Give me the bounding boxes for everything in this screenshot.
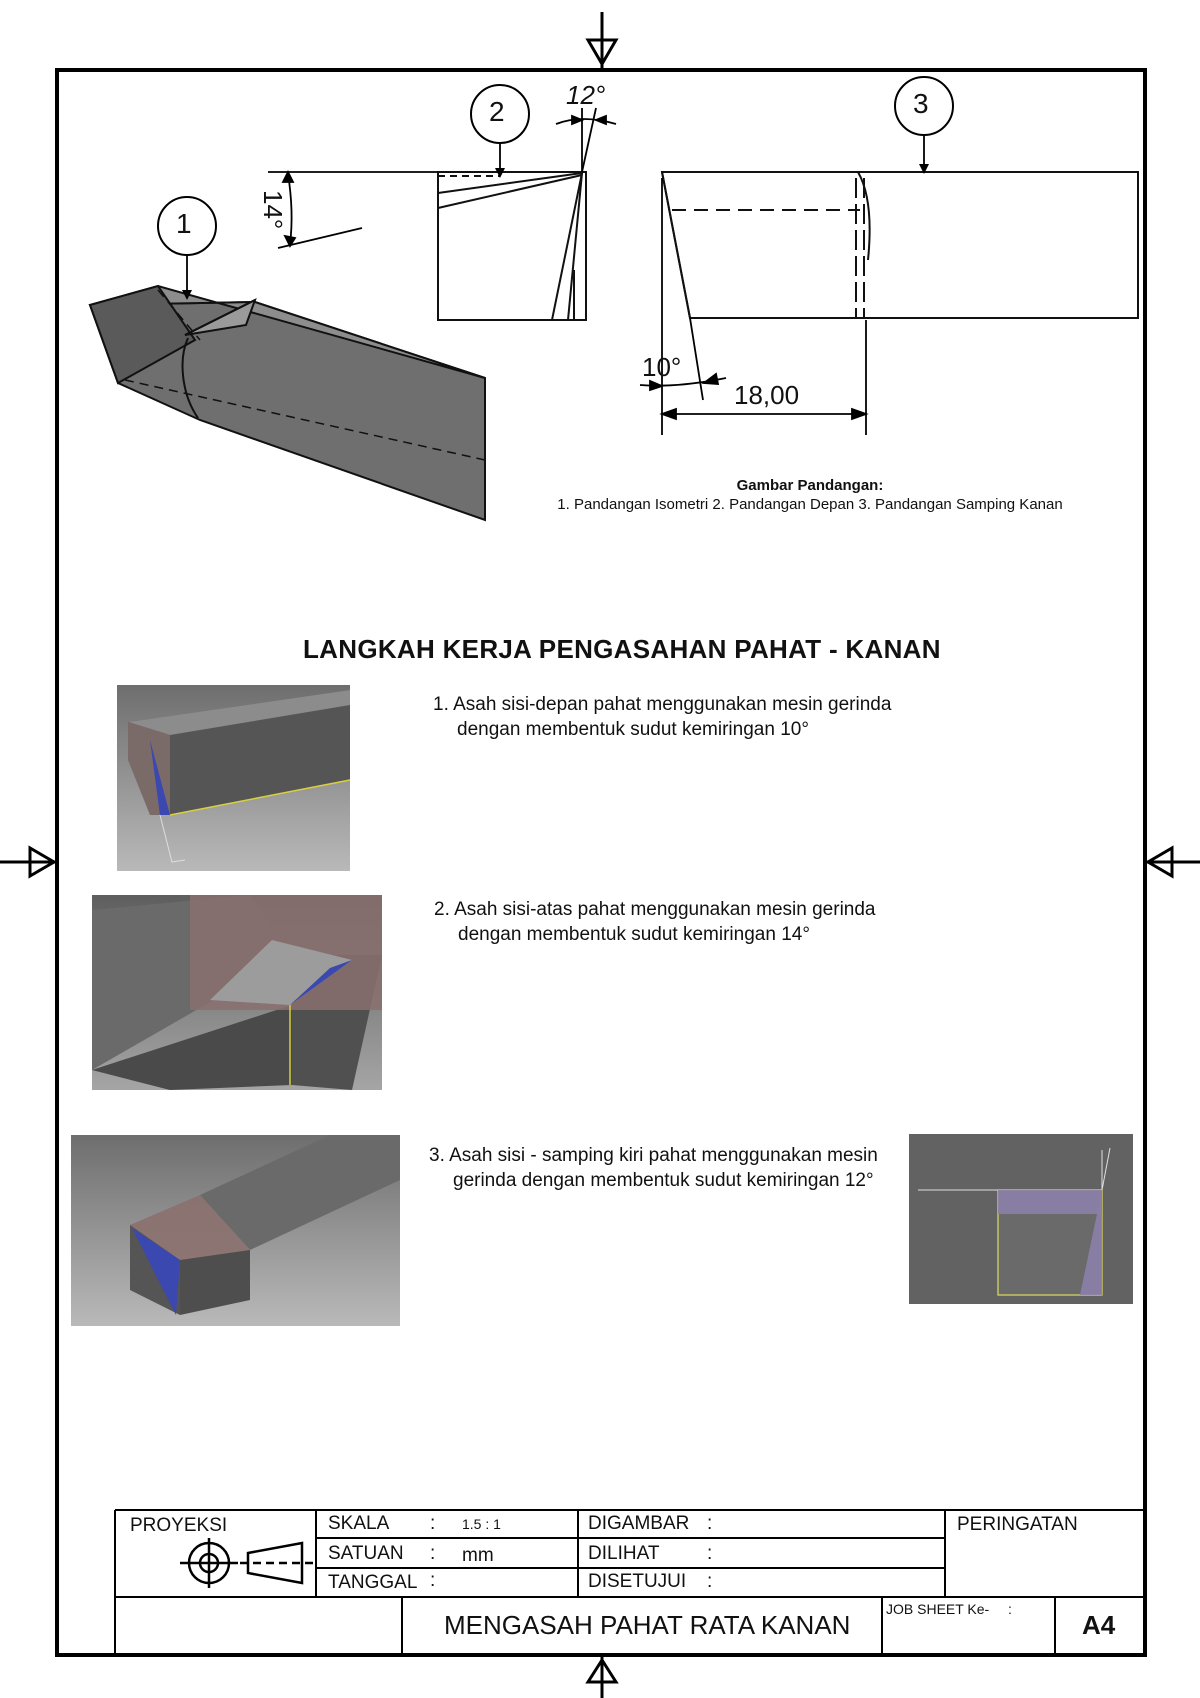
tb-satuan-colon: : — [430, 1543, 436, 1564]
tb-proyeksi-label: PROYEKSI — [130, 1515, 228, 1536]
centering-mark-right — [1145, 848, 1200, 876]
tb-disetujui-colon: : — [707, 1571, 713, 1592]
tb-job-sheet-label: JOB SHEET Ke- — [886, 1601, 990, 1617]
angle-dimension-front — [556, 108, 616, 172]
angle-front-label: 12° — [566, 80, 606, 110]
tb-dilihat-colon: : — [707, 1543, 713, 1564]
isometric-view — [90, 286, 485, 520]
step-image-2 — [92, 895, 382, 1090]
front-view — [438, 172, 586, 320]
step-1-line1: 1. Asah sisi-depan pahat menggunakan mesin gerinda — [433, 694, 892, 715]
step-2-text — [434, 897, 934, 947]
step-image-3 — [71, 1135, 400, 1326]
step-2-line2: dengan membentuk sudut kemiringan 14° — [458, 924, 810, 945]
tb-tanggal-label: TANGGAL — [328, 1572, 418, 1593]
centering-mark-top — [588, 12, 616, 70]
tb-satuan-label: SATUAN — [328, 1543, 404, 1564]
tb-digambar-label: DIGAMBAR — [588, 1513, 690, 1534]
projection-symbol-icon — [180, 1538, 315, 1588]
centering-mark-bottom — [588, 1655, 616, 1698]
tb-satuan-value: mm — [462, 1545, 494, 1566]
step-image-3-side-view — [909, 1134, 1133, 1304]
tb-digambar-colon: : — [707, 1513, 713, 1534]
views-caption-list: 1. Pandangan Isometri 2. Pandangan Depan 3. Pandangan Samping Kanan — [557, 496, 1063, 513]
centering-mark-left — [0, 848, 57, 876]
step-3-text — [429, 1143, 909, 1193]
step-1-line2: dengan membentuk sudut kemiringan 10° — [457, 719, 809, 740]
side-view — [662, 172, 1138, 318]
step-image-1 — [117, 685, 350, 871]
dimension-length-label: 18,00 — [734, 380, 800, 410]
section-title: LANGKAH KERJA PENGASAHAN PAHAT - KANAN — [303, 634, 941, 664]
tb-drawing-title: MENGASAH PAHAT RATA KANAN — [444, 1610, 851, 1640]
tb-tanggal-colon: : — [430, 1570, 436, 1591]
balloon-1-label: 1 — [176, 208, 192, 239]
angle-dimension-top — [268, 172, 438, 248]
tb-paper-size: A4 — [1082, 1610, 1116, 1640]
step-2-line1: 2. Asah sisi-atas pahat menggunakan mesin gerinda — [434, 899, 876, 920]
views-caption-title: Gambar Pandangan: — [736, 477, 884, 494]
tb-disetujui-label: DISETUJUI — [588, 1571, 687, 1592]
balloon-3-label: 3 — [913, 88, 929, 119]
step-1-text — [433, 692, 933, 742]
step-3-line1: 3. Asah sisi - samping kiri pahat menggunakan mesin — [429, 1145, 878, 1166]
tb-skala-label: SKALA — [328, 1513, 390, 1534]
balloon-2-label: 2 — [489, 96, 505, 127]
step-3-line2: gerinda dengan membentuk sudut kemiringan 12° — [453, 1170, 874, 1191]
tb-skala-value: 1.5 : 1 — [462, 1516, 501, 1532]
tb-job-sheet-colon: : — [1008, 1601, 1012, 1617]
tb-peringatan-label: PERINGATAN — [957, 1514, 1078, 1535]
tb-dilihat-label: DILIHAT — [588, 1543, 660, 1564]
angle-side-label: 10° — [642, 352, 682, 382]
angle-top-label: 14° — [258, 190, 288, 230]
tb-skala-colon: : — [430, 1513, 436, 1534]
